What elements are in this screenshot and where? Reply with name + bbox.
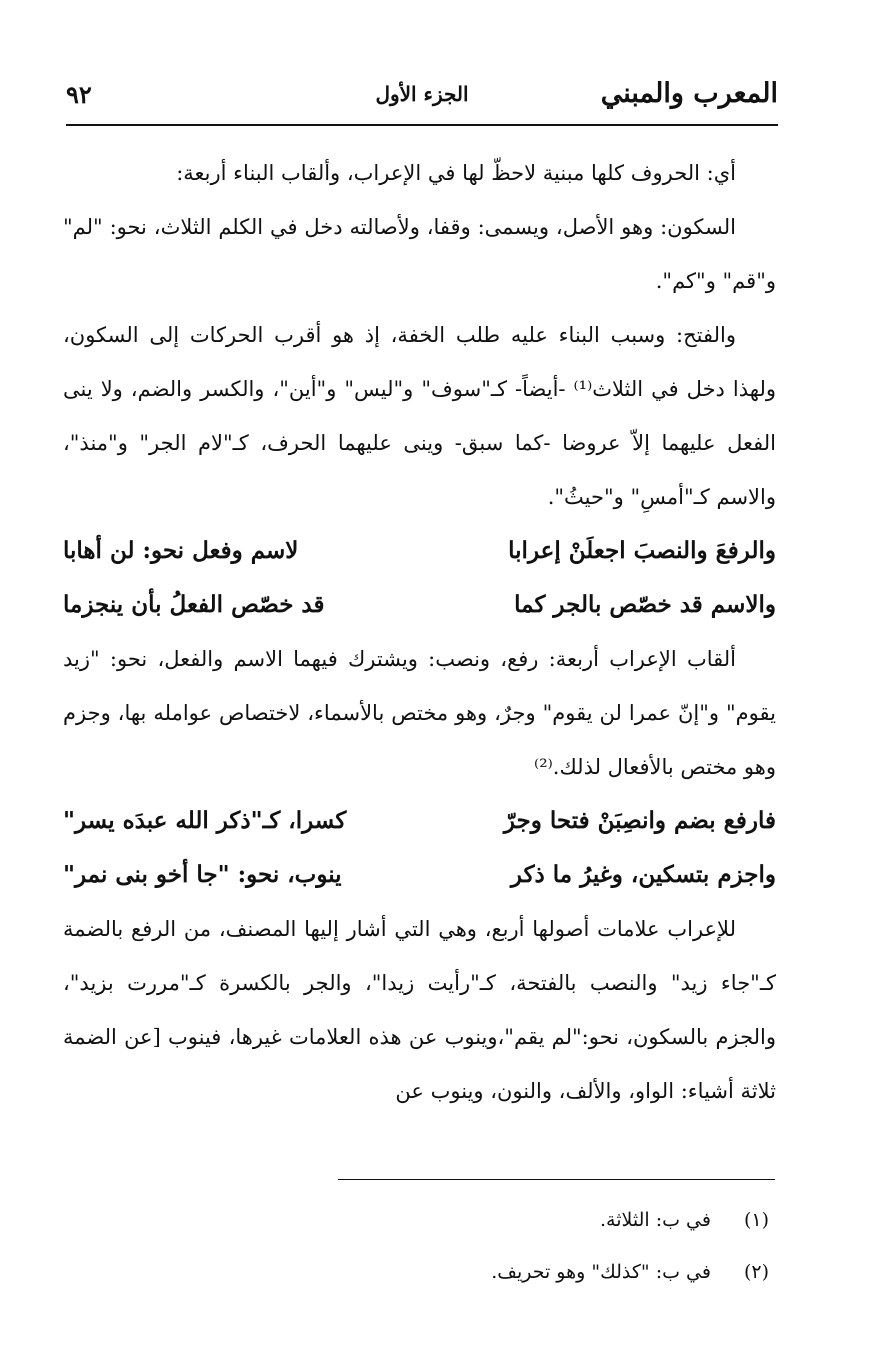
verse-line-2 bbox=[63, 578, 776, 632]
footnote bbox=[63, 1246, 769, 1298]
page-body bbox=[63, 146, 776, 1118]
paragraph-3: والفتح: وسبب البناء عليه طلب الخفة، إذ هو أقرب الحركات إلى السكون، ولهذا دخل في الثلاث⁽¹⁾ -أيضاً- كـ"سوف" و"ليس" و"أين"، والكسر والضم، ولا ينى الفعل عليهما إلاّ عروضا -كما سبق- وينى عليهما الحرف، كـ"لام الجر" و"منذ"، والاسم كـ"أمسِ" و"حيثُ". bbox=[63, 323, 776, 509]
page-header bbox=[66, 78, 778, 126]
verse-line-1 bbox=[63, 524, 776, 578]
verse-4-first-hemistich: واجزم بتسكين، وغيرُ ما ذكر bbox=[510, 861, 776, 888]
footnote-number: (٢) bbox=[743, 1261, 769, 1283]
footnotes bbox=[63, 1194, 769, 1298]
header-rule bbox=[66, 124, 778, 126]
verse-line-4 bbox=[63, 848, 776, 902]
footnote-number: (١) bbox=[743, 1209, 769, 1231]
page-number: ٩٢ bbox=[66, 80, 92, 109]
verse-1-first-hemistich: والرفعَ والنصبَ اجعلَنْ إعرابا bbox=[508, 537, 776, 564]
footnote bbox=[63, 1194, 769, 1246]
verse-2-second-hemistich: قد خصّص الفعلُ بأن ينجزما bbox=[63, 591, 325, 618]
footnote-rule bbox=[338, 1179, 775, 1180]
paragraph-4: ألقاب الإعراب أربعة: رفع، ونصب: ويشترك فيهما الاسم والفعل، نحو: "زيد يقوم" و"إنّ عمرا لن يقوم" وجرٌ، وهو مختص بالأسماء، لاختصاص عوامله بها، وجزم وهو مختص بالأفعال لذلك.⁽²⁾ bbox=[63, 647, 776, 779]
footnote-text: في ب: "كذلك" وهو تحريف. bbox=[491, 1261, 711, 1283]
chapter-title: المعرب والمبني bbox=[600, 78, 778, 109]
paragraph-2: السكون: وهو الأصل، ويسمى: وقفا، ولأصالته دخل في الكلم الثلاث، نحو: "لم" و"قم" و"كم". bbox=[63, 215, 776, 293]
paragraph-5: للإعراب علامات أصولها أربع، وهي التي أشار إليها المصنف، من الرفع بالضمة كـ"جاء زيد" والنصب بالفتحة، كـ"رأيت زيدا"، والجر بالكسرة كـ"مررت بزيد"، والجزم بالسكون، نحو:"لم يقم"،وينوب عن هذه العلامات غيرها، فينوب [عن الضمة ثلاثة أشياء: الواو، والألف، والنون، وينوب عن bbox=[63, 917, 776, 1103]
verse-line-3 bbox=[63, 794, 776, 848]
verse-1-second-hemistich: لاسم وفعل نحو: لن أهابا bbox=[63, 537, 299, 564]
paragraph-1: أي: الحروف كلها مبنية لاحظّ لها في الإعراب، وألقاب البناء أربعة: bbox=[176, 161, 736, 185]
verse-3-second-hemistich: كسرا، كـ"ذكر الله عبدَه يسر" bbox=[63, 807, 347, 834]
verse-4-second-hemistich: ينوب، نحو: "جا أخو بنى نمر" bbox=[63, 861, 342, 888]
footnote-text: في ب: الثلاثة. bbox=[600, 1209, 711, 1231]
part-title: الجزء الأول bbox=[375, 82, 469, 106]
verse-3-first-hemistich: فارفع بضم وانصِبَنْ فتحا وجرّ bbox=[503, 807, 776, 834]
verse-2-first-hemistich: والاسم قد خصّص بالجر كما bbox=[514, 591, 776, 618]
